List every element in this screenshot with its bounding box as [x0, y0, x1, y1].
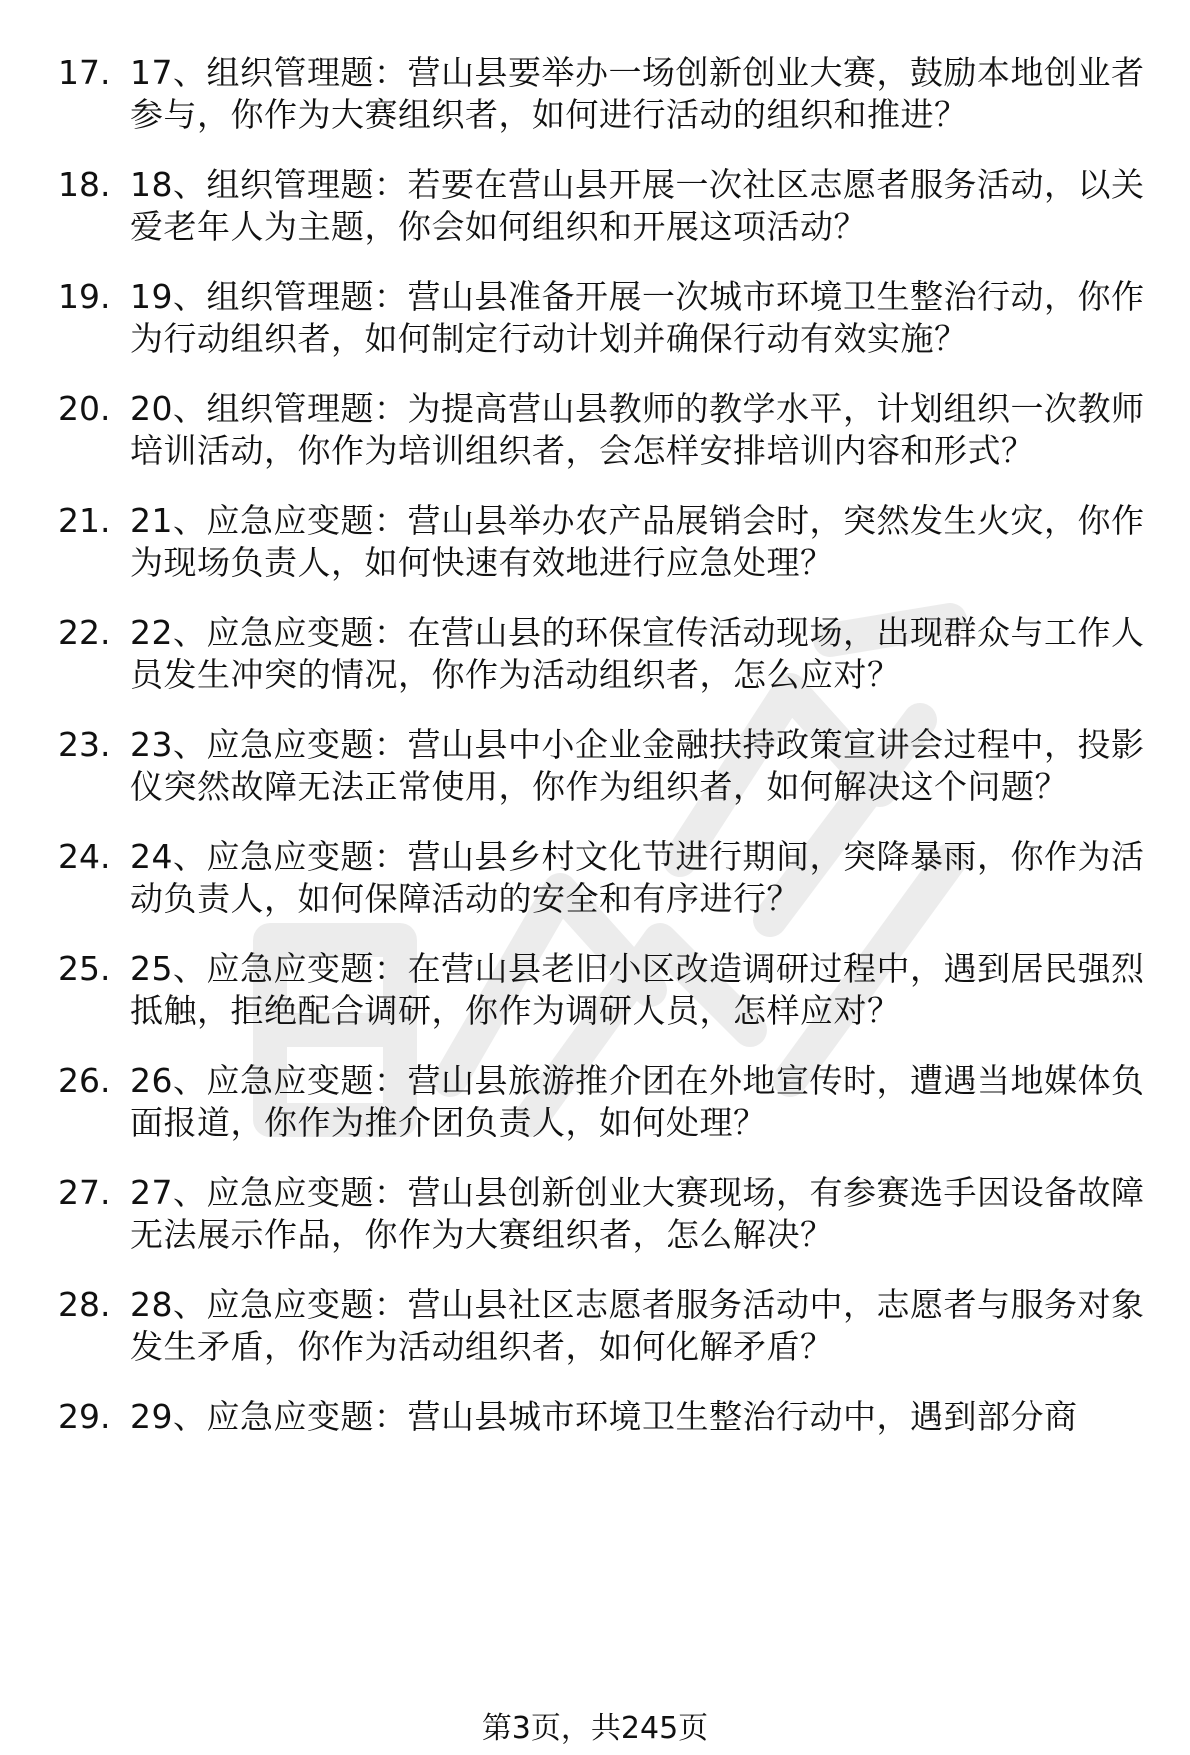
question-number: 18. [58, 165, 111, 204]
question-text: 29、应急应变题：营山县城市环境卫生整治行动中，遇到部分商 [130, 1397, 1078, 1436]
question-text: 19、组织管理题：营山县准备开展一次城市环境卫生整治行动，你作为行动组织者，如何制定行动计划并确保行动有效实施？ [130, 277, 1145, 358]
question-number: 19. [58, 277, 111, 316]
question-number: 23. [58, 725, 111, 764]
question-item-28 [58, 1284, 1158, 1368]
question-text: 28、应急应变题：营山县社区志愿者服务活动中，志愿者与服务对象发生矛盾，你作为活动组织者，如何化解矛盾？ [130, 1285, 1145, 1366]
question-number: 27. [58, 1173, 111, 1212]
question-text: 25、应急应变题：在营山县老旧小区改造调研过程中，遇到居民强烈抵触，拒绝配合调研，你作为调研人员，怎样应对？ [130, 949, 1145, 1030]
question-item-17 [58, 52, 1158, 136]
question-item-19 [58, 276, 1158, 360]
question-item-21 [58, 500, 1158, 584]
question-list [58, 52, 1158, 1466]
question-number: 22. [58, 613, 111, 652]
question-number: 29. [58, 1397, 111, 1436]
question-text: 18、组织管理题：若要在营山县开展一次社区志愿者服务活动，以关爱老年人为主题，你会如何组织和开展这项活动？ [130, 165, 1145, 246]
question-item-26 [58, 1060, 1158, 1144]
question-text: 17、组织管理题：营山县要举办一场创新创业大赛，鼓励本地创业者参与，你作为大赛组织者，如何进行活动的组织和推进？ [130, 53, 1145, 134]
question-item-25 [58, 948, 1158, 1032]
question-text: 21、应急应变题：营山县举办农产品展销会时，突然发生火灾，你作为现场负责人，如何快速有效地进行应急处理？ [130, 501, 1145, 582]
question-text: 20、组织管理题：为提高营山县教师的教学水平，计划组织一次教师培训活动，你作为培训组织者，会怎样安排培训内容和形式？ [130, 389, 1145, 470]
question-number: 21. [58, 501, 111, 540]
question-text: 22、应急应变题：在营山县的环保宣传活动现场，出现群众与工作人员发生冲突的情况，你作为活动组织者，怎么应对？ [130, 613, 1145, 694]
question-text: 26、应急应变题：营山县旅游推介团在外地宣传时，遭遇当地媒体负面报道，你作为推介团负责人，如何处理？ [130, 1061, 1145, 1142]
question-text: 24、应急应变题：营山县乡村文化节进行期间，突降暴雨，你作为活动负责人，如何保障活动的安全和有序进行？ [130, 837, 1145, 918]
question-number: 17. [58, 53, 111, 92]
page-number-label: 第3页，共245页 [481, 1711, 709, 1746]
question-number: 24. [58, 837, 111, 876]
question-item-27 [58, 1172, 1158, 1256]
question-number: 20. [58, 389, 111, 428]
question-number: 28. [58, 1285, 111, 1324]
question-item-29 [58, 1396, 1158, 1438]
question-number: 25. [58, 949, 111, 988]
question-text: 23、应急应变题：营山县中小企业金融扶持政策宣讲会过程中，投影仪突然故障无法正常使用，你作为组织者，如何解决这个问题？ [130, 725, 1145, 806]
question-item-23 [58, 724, 1158, 808]
question-item-18 [58, 164, 1158, 248]
question-number: 26. [58, 1061, 111, 1100]
question-text: 27、应急应变题：营山县创新创业大赛现场，有参赛选手因设备故障无法展示作品，你作为大赛组织者，怎么解决？ [130, 1173, 1145, 1254]
question-item-22 [58, 612, 1158, 696]
question-item-24 [58, 836, 1158, 920]
page-footer [0, 1712, 1190, 1746]
question-item-20 [58, 388, 1158, 472]
